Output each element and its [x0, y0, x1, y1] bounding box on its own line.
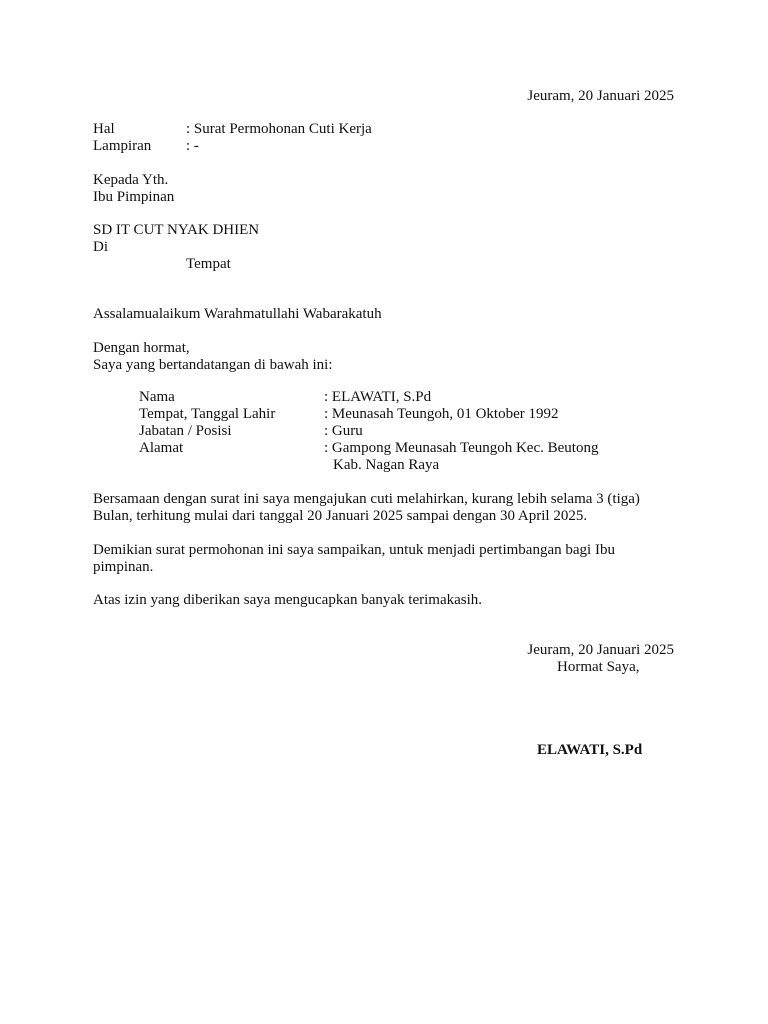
identity-row	[93, 389, 674, 406]
intro-text: Saya yang bertandatangan di bawah ini:	[93, 357, 333, 373]
identity-value: : ELAWATI, S.Pd	[324, 389, 432, 405]
paragraph-closing	[93, 542, 674, 576]
identity-label: Alamat	[139, 440, 184, 456]
closing-date: Jeuram, 20 Januari 2025	[527, 642, 674, 658]
opening-block	[93, 340, 674, 374]
identity-row	[93, 423, 674, 440]
identity-value: : Gampong Meunasah Teungoh Kec. Beutong	[324, 440, 599, 456]
identity-value: : Meunasah Teungoh, 01 Oktober 1992	[324, 406, 559, 422]
identity-label: Jabatan / Posisi	[139, 423, 232, 439]
identity-value-continuation: Kab. Nagan Raya	[333, 457, 440, 473]
salutation: Assalamualaikum Warahmatullahi Wabarakatuh	[93, 306, 382, 322]
recipient-tempat: Tempat	[186, 256, 231, 272]
hal-label: Hal	[93, 121, 115, 137]
letter-date: Jeuram, 20 Januari 2025	[527, 88, 674, 104]
lampiran-value: : -	[186, 138, 199, 154]
identity-label: Tempat, Tanggal Lahir	[139, 406, 276, 422]
hal-value: : Surat Permohonan Cuti Kerja	[186, 121, 372, 137]
paragraph-leave-request	[93, 491, 674, 525]
identity-row	[93, 440, 674, 457]
letter-meta	[93, 121, 674, 155]
recipient-line1: Kepada Yth.	[93, 172, 169, 188]
institution-name: SD IT CUT NYAK DHIEN	[93, 222, 260, 238]
identity-row	[93, 406, 674, 423]
recipient-di: Di	[93, 239, 108, 255]
lampiran-label: Lampiran	[93, 138, 152, 154]
paragraph-line: pimpinan.	[93, 559, 154, 575]
paragraph-line: Bersamaan dengan surat ini saya mengajukan cuti melahirkan, kurang lebih selama 3 (tiga)	[93, 491, 640, 507]
paragraph-line: Demikian surat permohonan ini saya sampaikan, untuk menjadi pertimbangan bagi Ibu	[93, 542, 615, 558]
recipient-block	[93, 172, 674, 206]
identity-label: Nama	[139, 389, 175, 405]
recipient-line2: Ibu Pimpinan	[93, 189, 175, 205]
identity-table	[93, 389, 674, 474]
identity-value: : Guru	[324, 423, 363, 439]
signer-name: ELAWATI, S.Pd	[537, 742, 643, 758]
identity-row-continuation	[93, 457, 674, 474]
institution-block	[93, 222, 674, 273]
paragraph-thanks: Atas izin yang diberikan saya mengucapkan banyak terimakasih.	[93, 592, 483, 608]
greeting: Dengan hormat,	[93, 340, 190, 356]
paragraph-line: Bulan, terhitung mulai dari tanggal 20 Januari 2025 sampai dengan 30 April 2025.	[93, 508, 588, 524]
closing-regards: Hormat Saya,	[557, 659, 640, 675]
